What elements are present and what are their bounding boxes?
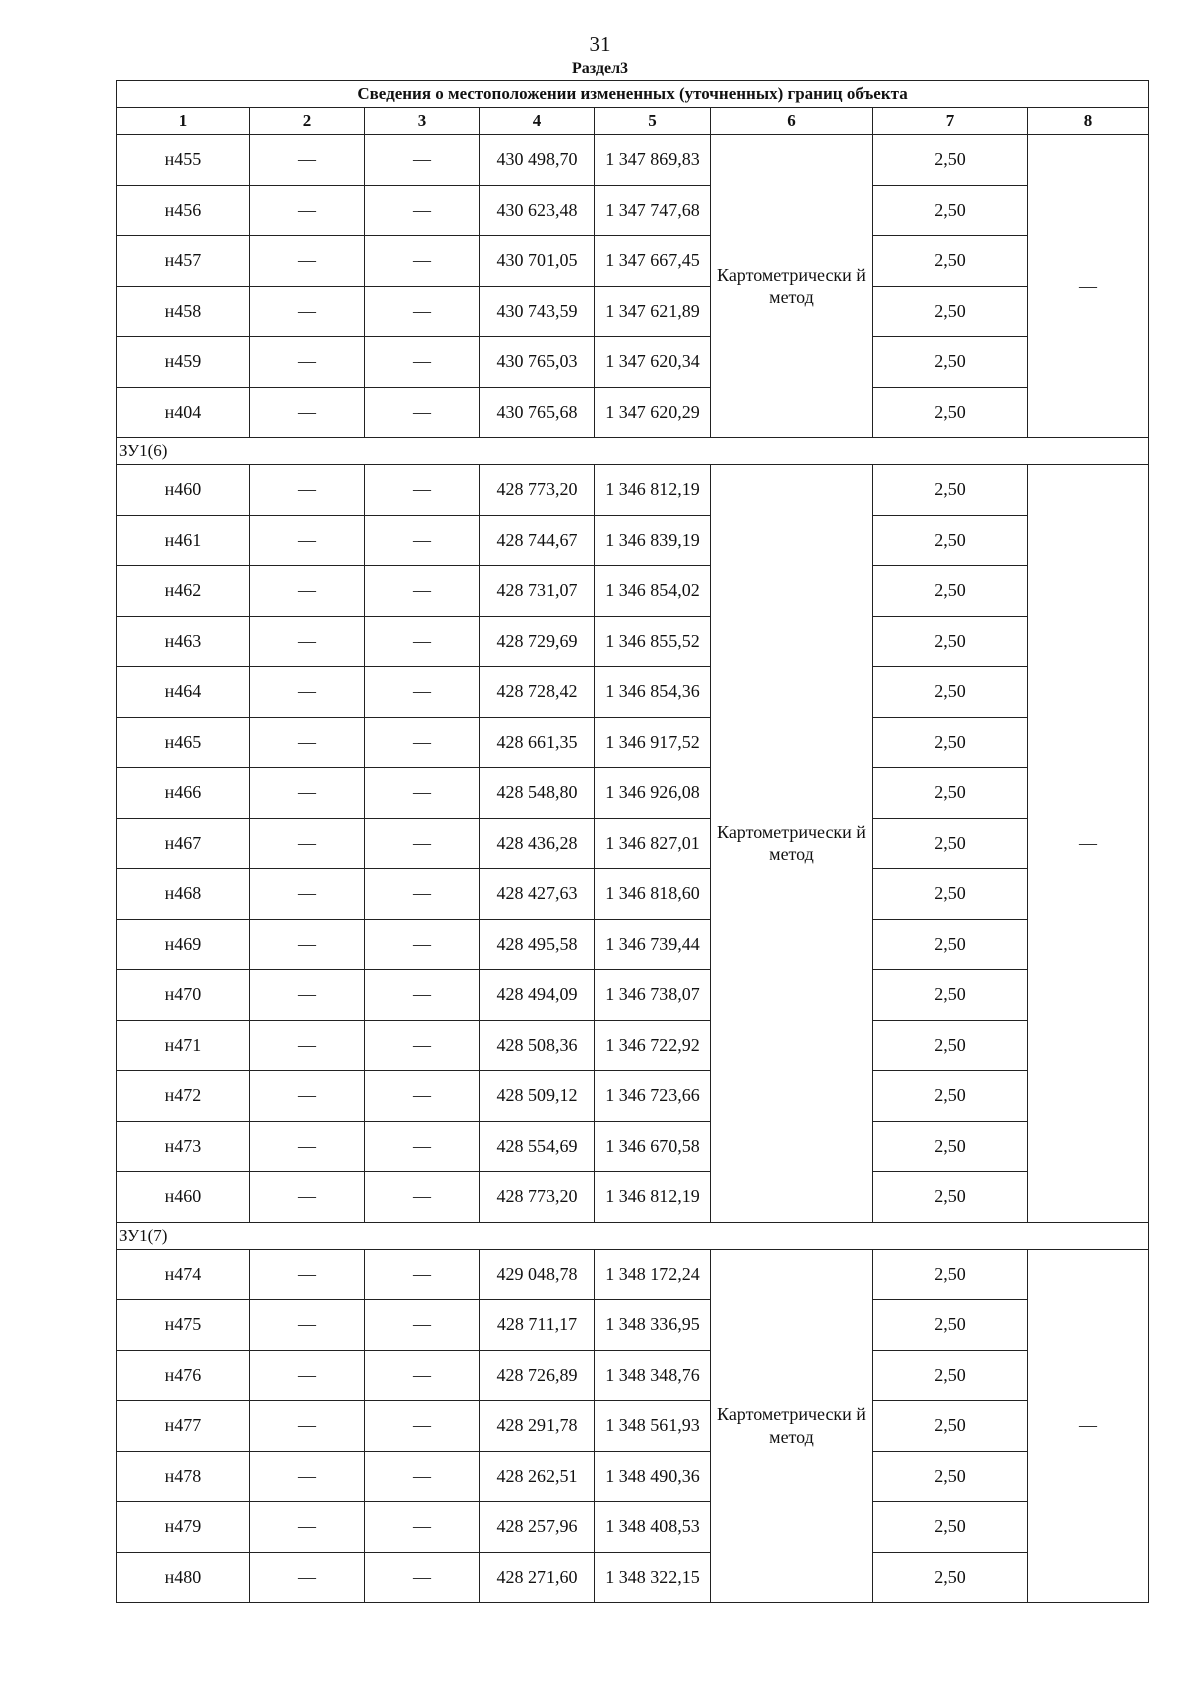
table-row: [117, 970, 1149, 1021]
col2-dash-cell: —: [250, 387, 365, 438]
table-row: [117, 919, 1149, 970]
accuracy-cell: 2,50: [873, 515, 1028, 566]
table-row: [117, 1020, 1149, 1071]
group-label: ЗУ1(7): [117, 1222, 1149, 1249]
method-cell: Картометрически й метод: [711, 1249, 873, 1603]
column-header: 6: [711, 108, 873, 135]
table-row: [117, 185, 1149, 236]
point-name-cell: н461: [117, 515, 250, 566]
point-name-cell: н474: [117, 1249, 250, 1300]
method-cell: Картометрически й метод: [711, 465, 873, 1223]
point-name-cell: н479: [117, 1502, 250, 1553]
y-coordinate-cell: 1 348 348,76: [595, 1350, 711, 1401]
y-coordinate-cell: 1 347 620,34: [595, 337, 711, 388]
accuracy-cell: 2,50: [873, 286, 1028, 337]
y-coordinate-cell: 1 347 620,29: [595, 387, 711, 438]
point-name-cell: н472: [117, 1071, 250, 1122]
x-coordinate-cell: 428 729,69: [480, 616, 595, 667]
point-name-cell: н404: [117, 387, 250, 438]
point-name-cell: н470: [117, 970, 250, 1021]
col3-dash-cell: —: [365, 818, 480, 869]
table-row: [117, 1451, 1149, 1502]
accuracy-cell: 2,50: [873, 236, 1028, 287]
x-coordinate-cell: 430 623,48: [480, 185, 595, 236]
point-name-cell: н455: [117, 135, 250, 186]
accuracy-cell: 2,50: [873, 1121, 1028, 1172]
table-row: [117, 566, 1149, 617]
col2-dash-cell: —: [250, 337, 365, 388]
col2-dash-cell: —: [250, 1249, 365, 1300]
accuracy-cell: 2,50: [873, 1451, 1028, 1502]
col3-dash-cell: —: [365, 1502, 480, 1553]
y-coordinate-cell: 1 347 747,68: [595, 185, 711, 236]
y-coordinate-cell: 1 348 336,95: [595, 1300, 711, 1351]
accuracy-cell: 2,50: [873, 970, 1028, 1021]
accuracy-cell: 2,50: [873, 135, 1028, 186]
y-coordinate-cell: 1 347 667,45: [595, 236, 711, 287]
accuracy-cell: 2,50: [873, 1350, 1028, 1401]
col3-dash-cell: —: [365, 515, 480, 566]
col2-dash-cell: —: [250, 1502, 365, 1553]
x-coordinate-cell: 428 661,35: [480, 717, 595, 768]
accuracy-cell: 2,50: [873, 1300, 1028, 1351]
y-coordinate-cell: 1 346 722,92: [595, 1020, 711, 1071]
table-row: [117, 387, 1149, 438]
col3-dash-cell: —: [365, 1300, 480, 1351]
accuracy-cell: 2,50: [873, 818, 1028, 869]
column-header: 5: [595, 108, 711, 135]
col2-dash-cell: —: [250, 135, 365, 186]
point-name-cell: н466: [117, 768, 250, 819]
point-name-cell: н463: [117, 616, 250, 667]
col3-dash-cell: —: [365, 1020, 480, 1071]
col2-dash-cell: —: [250, 1401, 365, 1452]
col2-dash-cell: —: [250, 1451, 365, 1502]
col3-dash-cell: —: [365, 970, 480, 1021]
accuracy-cell: 2,50: [873, 869, 1028, 920]
col2-dash-cell: —: [250, 768, 365, 819]
col3-dash-cell: —: [365, 1071, 480, 1122]
col2-dash-cell: —: [250, 869, 365, 920]
col3-dash-cell: —: [365, 465, 480, 516]
point-name-cell: н468: [117, 869, 250, 920]
y-coordinate-cell: 1 348 322,15: [595, 1552, 711, 1603]
x-coordinate-cell: 428 773,20: [480, 1172, 595, 1223]
point-name-cell: н460: [117, 1172, 250, 1223]
accuracy-cell: 2,50: [873, 387, 1028, 438]
y-coordinate-cell: 1 346 812,19: [595, 1172, 711, 1223]
table-row: [117, 1121, 1149, 1172]
point-name-cell: н480: [117, 1552, 250, 1603]
point-name-cell: н459: [117, 337, 250, 388]
group-header-row: [117, 1222, 1149, 1249]
col2-dash-cell: —: [250, 919, 365, 970]
col3-dash-cell: —: [365, 1249, 480, 1300]
column-header: 1: [117, 108, 250, 135]
x-coordinate-cell: 428 726,89: [480, 1350, 595, 1401]
table-row: [117, 1300, 1149, 1351]
x-coordinate-cell: 428 508,36: [480, 1020, 595, 1071]
col3-dash-cell: —: [365, 869, 480, 920]
table-caption-row: [117, 81, 1149, 108]
col3-dash-cell: —: [365, 1401, 480, 1452]
x-coordinate-cell: 428 291,78: [480, 1401, 595, 1452]
col2-dash-cell: —: [250, 667, 365, 718]
coordinates-table: [116, 80, 1149, 1603]
col2-dash-cell: —: [250, 1172, 365, 1223]
y-coordinate-cell: 1 346 827,01: [595, 818, 711, 869]
table-row: [117, 768, 1149, 819]
x-coordinate-cell: 429 048,78: [480, 1249, 595, 1300]
x-coordinate-cell: 428 744,67: [480, 515, 595, 566]
table-row: [117, 1552, 1149, 1603]
col2-dash-cell: —: [250, 1552, 365, 1603]
group-label: ЗУ1(6): [117, 438, 1149, 465]
x-coordinate-cell: 428 773,20: [480, 465, 595, 516]
accuracy-cell: 2,50: [873, 337, 1028, 388]
x-coordinate-cell: 430 765,03: [480, 337, 595, 388]
accuracy-cell: 2,50: [873, 566, 1028, 617]
x-coordinate-cell: 430 498,70: [480, 135, 595, 186]
y-coordinate-cell: 1 348 408,53: [595, 1502, 711, 1553]
y-coordinate-cell: 1 346 926,08: [595, 768, 711, 819]
col2-dash-cell: —: [250, 465, 365, 516]
point-name-cell: н464: [117, 667, 250, 718]
accuracy-cell: 2,50: [873, 717, 1028, 768]
accuracy-cell: 2,50: [873, 1401, 1028, 1452]
x-coordinate-cell: 430 701,05: [480, 236, 595, 287]
col2-dash-cell: —: [250, 286, 365, 337]
col2-dash-cell: —: [250, 236, 365, 287]
column-header: 3: [365, 108, 480, 135]
table-row: [117, 1502, 1149, 1553]
y-coordinate-cell: 1 347 621,89: [595, 286, 711, 337]
accuracy-cell: 2,50: [873, 185, 1028, 236]
y-coordinate-cell: 1 346 855,52: [595, 616, 711, 667]
accuracy-cell: 2,50: [873, 1502, 1028, 1553]
col2-dash-cell: —: [250, 566, 365, 617]
x-coordinate-cell: 428 728,42: [480, 667, 595, 718]
table-row: [117, 1249, 1149, 1300]
col3-dash-cell: —: [365, 1552, 480, 1603]
col2-dash-cell: —: [250, 818, 365, 869]
point-name-cell: н473: [117, 1121, 250, 1172]
point-name-cell: н469: [117, 919, 250, 970]
point-name-cell: н471: [117, 1020, 250, 1071]
x-coordinate-cell: 428 548,80: [480, 768, 595, 819]
col8-dash-cell: —: [1028, 135, 1149, 438]
y-coordinate-cell: 1 348 490,36: [595, 1451, 711, 1502]
group-header-row: [117, 438, 1149, 465]
table-row: [117, 1071, 1149, 1122]
col3-dash-cell: —: [365, 616, 480, 667]
accuracy-cell: 2,50: [873, 1172, 1028, 1223]
col2-dash-cell: —: [250, 616, 365, 667]
col8-dash-cell: —: [1028, 465, 1149, 1223]
section-title: Раздел3: [571, 60, 629, 77]
table-row: [117, 515, 1149, 566]
accuracy-cell: 2,50: [873, 768, 1028, 819]
y-coordinate-cell: 1 348 172,24: [595, 1249, 711, 1300]
col3-dash-cell: —: [365, 919, 480, 970]
col3-dash-cell: —: [365, 1172, 480, 1223]
table-row: [117, 717, 1149, 768]
point-name-cell: н467: [117, 818, 250, 869]
accuracy-cell: 2,50: [873, 465, 1028, 516]
x-coordinate-cell: 428 554,69: [480, 1121, 595, 1172]
col3-dash-cell: —: [365, 768, 480, 819]
x-coordinate-cell: 428 494,09: [480, 970, 595, 1021]
table-row: [117, 1401, 1149, 1452]
col2-dash-cell: —: [250, 970, 365, 1021]
y-coordinate-cell: 1 346 818,60: [595, 869, 711, 920]
col2-dash-cell: —: [250, 185, 365, 236]
point-name-cell: н476: [117, 1350, 250, 1401]
table-row: [117, 135, 1149, 186]
column-header: 4: [480, 108, 595, 135]
point-name-cell: н462: [117, 566, 250, 617]
x-coordinate-cell: 428 436,28: [480, 818, 595, 869]
table-row: [117, 1172, 1149, 1223]
table-caption: Сведения о местоположении измененных (уточненных) границ объекта: [117, 81, 1149, 108]
point-name-cell: н475: [117, 1300, 250, 1351]
col2-dash-cell: —: [250, 1020, 365, 1071]
col3-dash-cell: —: [365, 387, 480, 438]
x-coordinate-cell: 430 765,68: [480, 387, 595, 438]
col2-dash-cell: —: [250, 1071, 365, 1122]
col3-dash-cell: —: [365, 337, 480, 388]
x-coordinate-cell: 428 509,12: [480, 1071, 595, 1122]
col2-dash-cell: —: [250, 1350, 365, 1401]
col8-dash-cell: —: [1028, 1249, 1149, 1603]
accuracy-cell: 2,50: [873, 919, 1028, 970]
table-row: [117, 337, 1149, 388]
point-name-cell: н478: [117, 1451, 250, 1502]
col2-dash-cell: —: [250, 1121, 365, 1172]
col3-dash-cell: —: [365, 717, 480, 768]
point-name-cell: н456: [117, 185, 250, 236]
method-cell: Картометрически й метод: [711, 135, 873, 438]
column-header-row: [117, 108, 1149, 135]
column-header: 8: [1028, 108, 1149, 135]
accuracy-cell: 2,50: [873, 1020, 1028, 1071]
y-coordinate-cell: 1 348 561,93: [595, 1401, 711, 1452]
y-coordinate-cell: 1 346 854,36: [595, 667, 711, 718]
column-header: 7: [873, 108, 1028, 135]
column-header: 2: [250, 108, 365, 135]
point-name-cell: н457: [117, 236, 250, 287]
col3-dash-cell: —: [365, 1451, 480, 1502]
point-name-cell: н477: [117, 1401, 250, 1452]
table-row: [117, 236, 1149, 287]
table-row: [117, 869, 1149, 920]
y-coordinate-cell: 1 346 917,52: [595, 717, 711, 768]
col3-dash-cell: —: [365, 236, 480, 287]
accuracy-cell: 2,50: [873, 667, 1028, 718]
page-number: 31: [589, 32, 611, 56]
x-coordinate-cell: 430 743,59: [480, 286, 595, 337]
y-coordinate-cell: 1 346 839,19: [595, 515, 711, 566]
col3-dash-cell: —: [365, 135, 480, 186]
col3-dash-cell: —: [365, 667, 480, 718]
table-row: [117, 1350, 1149, 1401]
y-coordinate-cell: 1 346 812,19: [595, 465, 711, 516]
accuracy-cell: 2,50: [873, 1071, 1028, 1122]
x-coordinate-cell: 428 731,07: [480, 566, 595, 617]
x-coordinate-cell: 428 257,96: [480, 1502, 595, 1553]
x-coordinate-cell: 428 495,58: [480, 919, 595, 970]
col3-dash-cell: —: [365, 185, 480, 236]
table-row: [117, 616, 1149, 667]
point-name-cell: н465: [117, 717, 250, 768]
table-row: [117, 286, 1149, 337]
col3-dash-cell: —: [365, 566, 480, 617]
point-name-cell: н458: [117, 286, 250, 337]
accuracy-cell: 2,50: [873, 1249, 1028, 1300]
col3-dash-cell: —: [365, 286, 480, 337]
col3-dash-cell: —: [365, 1121, 480, 1172]
y-coordinate-cell: 1 346 723,66: [595, 1071, 711, 1122]
point-name-cell: н460: [117, 465, 250, 516]
col2-dash-cell: —: [250, 717, 365, 768]
y-coordinate-cell: 1 346 854,02: [595, 566, 711, 617]
x-coordinate-cell: 428 262,51: [480, 1451, 595, 1502]
x-coordinate-cell: 428 271,60: [480, 1552, 595, 1603]
col2-dash-cell: —: [250, 515, 365, 566]
x-coordinate-cell: 428 427,63: [480, 869, 595, 920]
y-coordinate-cell: 1 346 739,44: [595, 919, 711, 970]
accuracy-cell: 2,50: [873, 616, 1028, 667]
x-coordinate-cell: 428 711,17: [480, 1300, 595, 1351]
y-coordinate-cell: 1 347 869,83: [595, 135, 711, 186]
table-row: [117, 465, 1149, 516]
table-row: [117, 818, 1149, 869]
accuracy-cell: 2,50: [873, 1552, 1028, 1603]
col2-dash-cell: —: [250, 1300, 365, 1351]
col3-dash-cell: —: [365, 1350, 480, 1401]
y-coordinate-cell: 1 346 670,58: [595, 1121, 711, 1172]
table-row: [117, 667, 1149, 718]
y-coordinate-cell: 1 346 738,07: [595, 970, 711, 1021]
